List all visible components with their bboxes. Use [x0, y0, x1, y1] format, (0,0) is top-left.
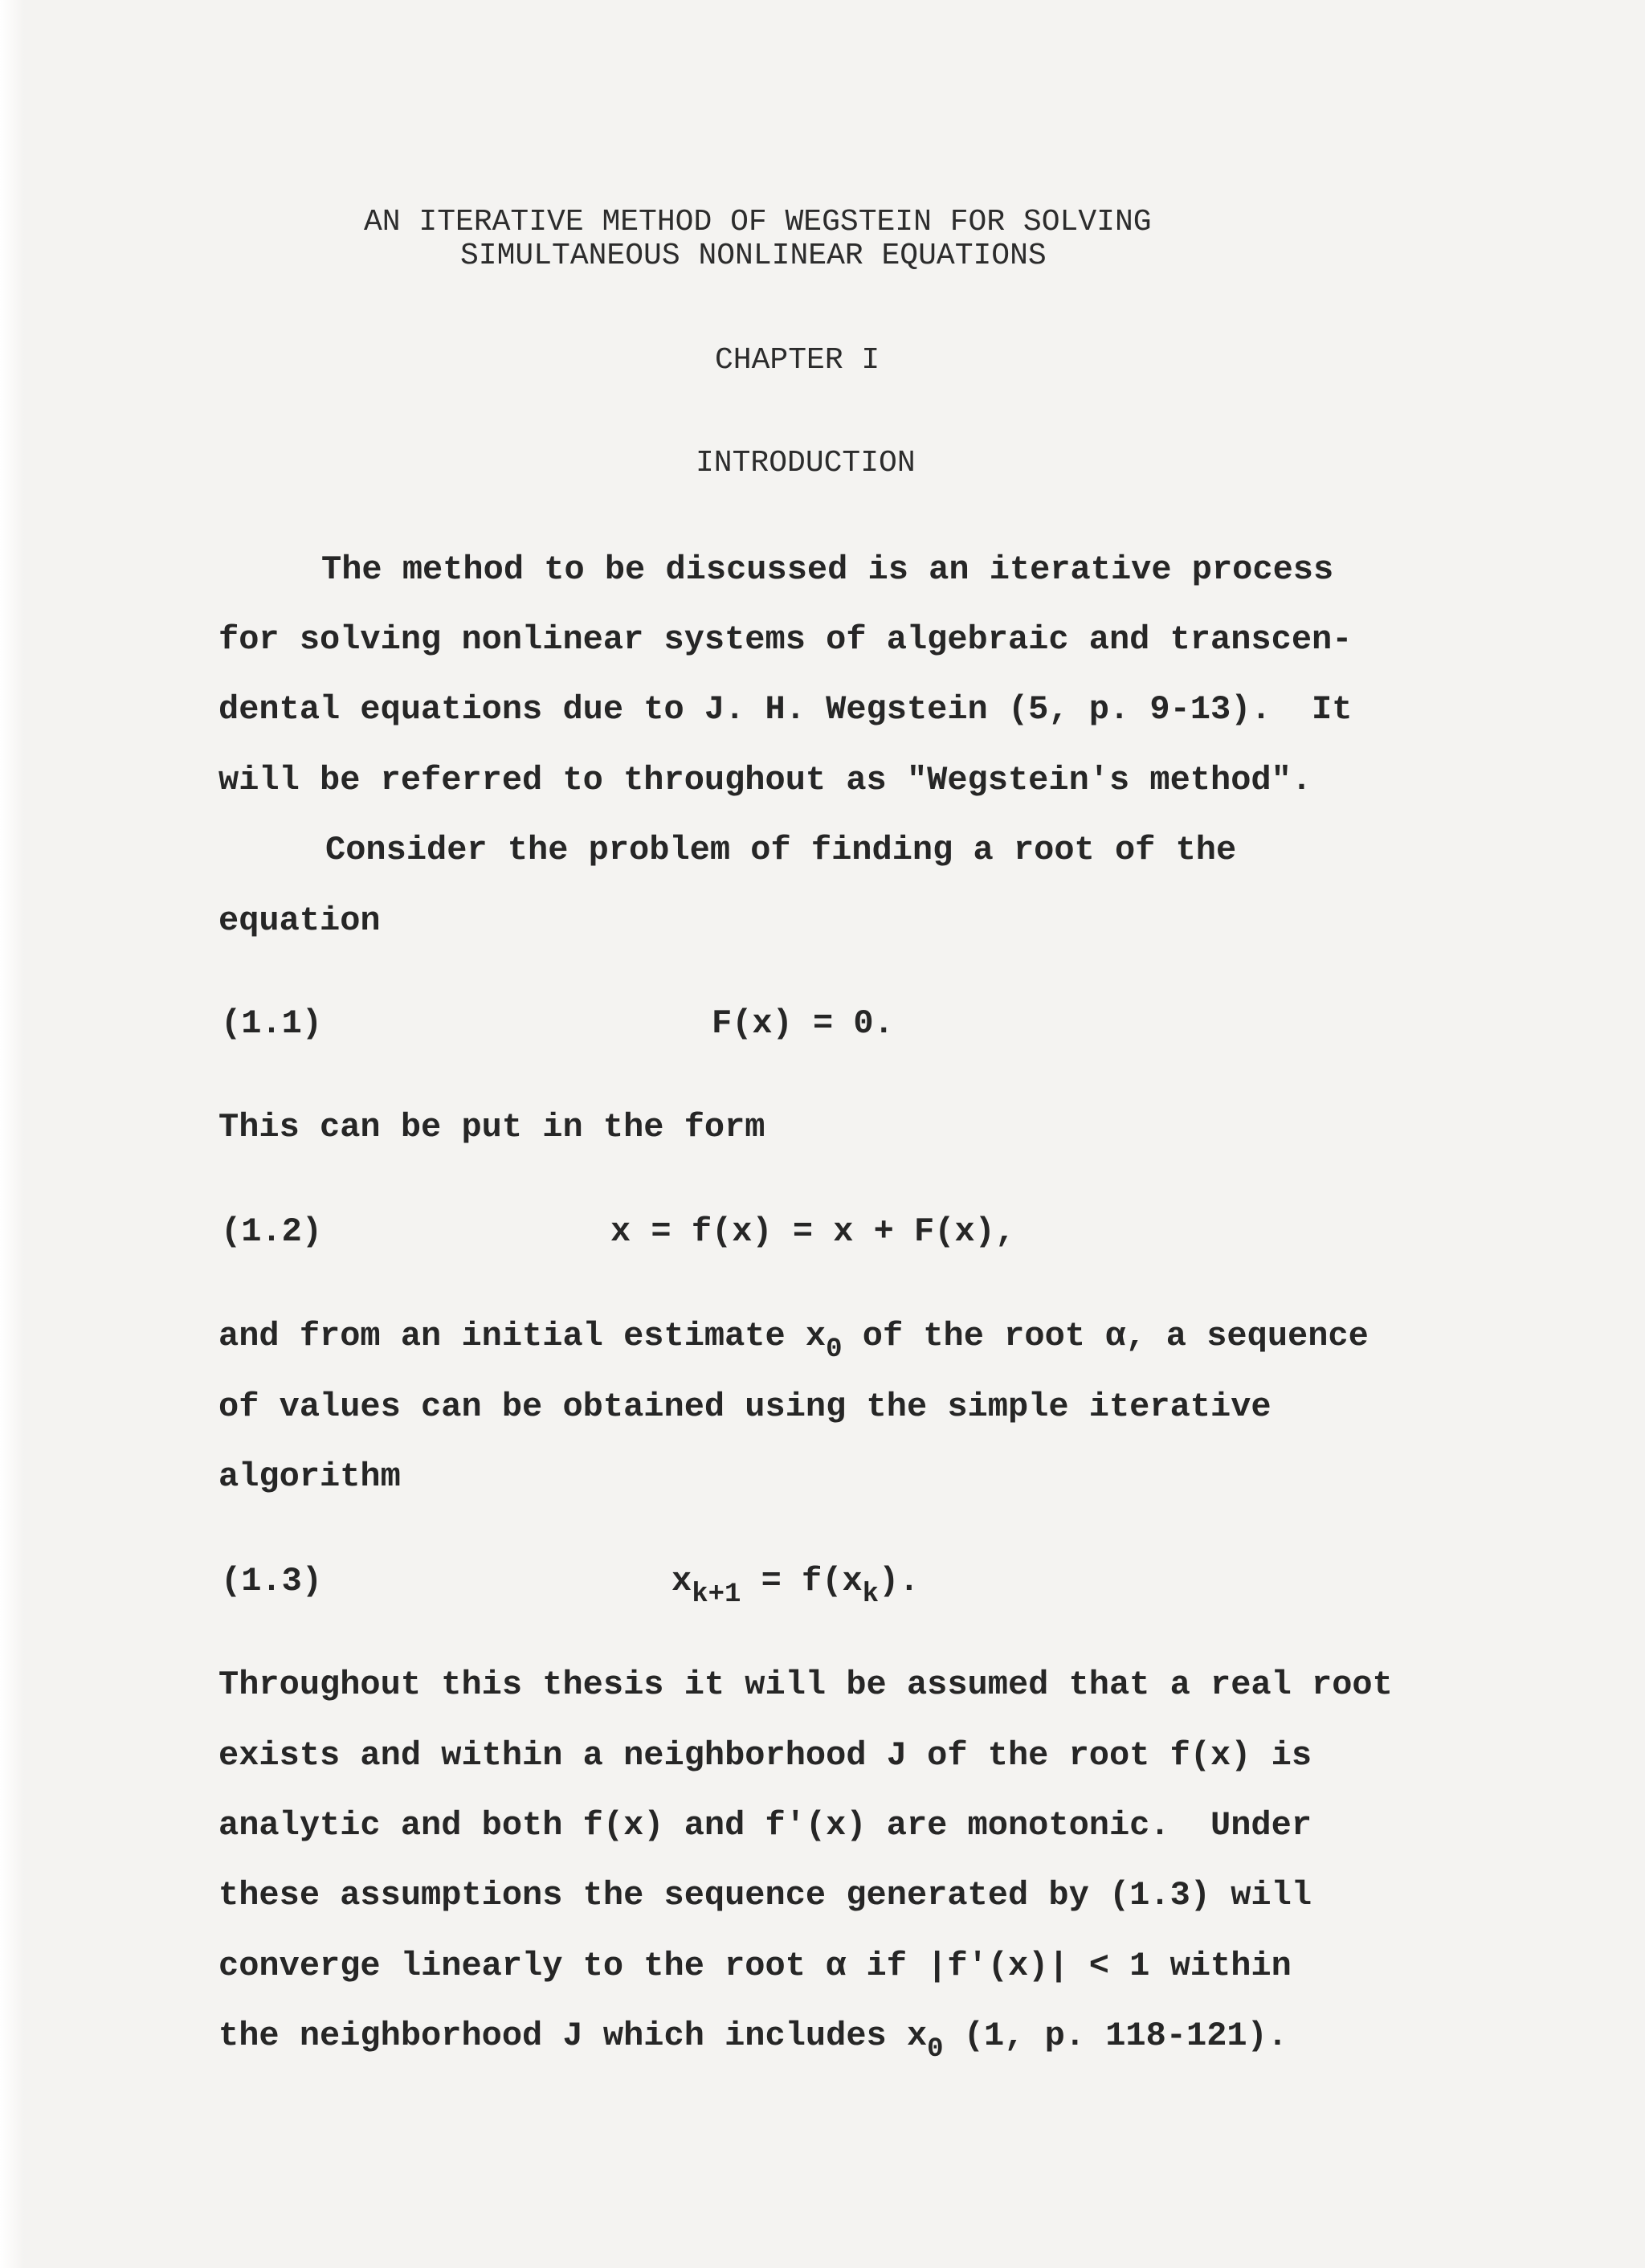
x0-subscript-2: 0	[927, 2034, 944, 2065]
paragraph-2-line-2: equation	[218, 901, 381, 940]
section-heading: INTRODUCTION	[696, 446, 916, 480]
paragraph-4-line-6-pre: the neighborhood J which includes x	[218, 2017, 928, 2055]
equation-2-number: (1.2)	[221, 1212, 323, 1251]
paragraph-3-line-1-post: of the root α, a sequence	[842, 1317, 1369, 1355]
x0-subscript: 0	[826, 1334, 843, 1365]
equation-3	[671, 1562, 920, 1610]
paragraph-1-line-4: will be referred to throughout as "Wegstein's method".	[218, 761, 1312, 799]
paragraph-4-line-6-post: (1, p. 118-121).	[943, 2017, 1288, 2055]
equation-3-rhs-subscript: k	[862, 1579, 880, 1610]
paragraph-1-line-2: for solving nonlinear systems of algebraic and transcen-	[218, 620, 1353, 659]
title-line-2: SIMULTANEOUS NONLINEAR EQUATIONS	[460, 239, 1047, 273]
paragraph-3-line-3: algorithm	[218, 1457, 401, 1496]
chapter-heading: CHAPTER I	[715, 343, 880, 378]
paragraph-2-line-1: Consider the problem of finding a root of the	[325, 831, 1237, 869]
equation-3-mid: = f(x	[741, 1562, 863, 1600]
equation-3-lhs: x	[671, 1562, 692, 1600]
paragraph-3-line-2: of values can be obtained using the simple iterative	[218, 1387, 1272, 1426]
equation-3-lhs-subscript: k+1	[692, 1579, 741, 1610]
paragraph-4-line-4: these assumptions the sequence generated by (1.3) will	[218, 1876, 1312, 1915]
text-after-equation-1: This can be put in the form	[218, 1108, 765, 1146]
title-line-1: AN ITERATIVE METHOD OF WEGSTEIN FOR SOLVING	[364, 205, 1152, 239]
equation-2: x = f(x) = x + F(x),	[610, 1212, 1016, 1251]
paragraph-4-line-6	[218, 2017, 1288, 2065]
paragraph-3-line-1-pre: and from an initial estimate x	[218, 1317, 827, 1355]
scan-edge	[0, 0, 24, 2268]
paragraph-4-line-5: converge linearly to the root α if |f'(x)| < 1 within	[218, 1947, 1292, 1985]
paragraph-4-line-2: exists and within a neighborhood J of the root f(x) is	[218, 1736, 1312, 1775]
paragraph-3-line-1	[218, 1317, 1369, 1365]
paragraph-4-line-3: analytic and both f(x) and f'(x) are monotonic. Under	[218, 1806, 1312, 1845]
equation-1-number: (1.1)	[221, 1004, 323, 1043]
equation-1: F(x) = 0.	[712, 1004, 894, 1043]
equation-3-number: (1.3)	[221, 1562, 323, 1600]
paragraph-4-line-1: Throughout this thesis it will be assumed that a real root	[218, 1665, 1393, 1704]
paragraph-1-line-1: The method to be discussed is an iterative process	[321, 550, 1334, 589]
equation-3-end: ).	[879, 1562, 920, 1600]
paragraph-1-line-3: dental equations due to J. H. Wegstein (5, p. 9-13). It	[218, 690, 1353, 729]
